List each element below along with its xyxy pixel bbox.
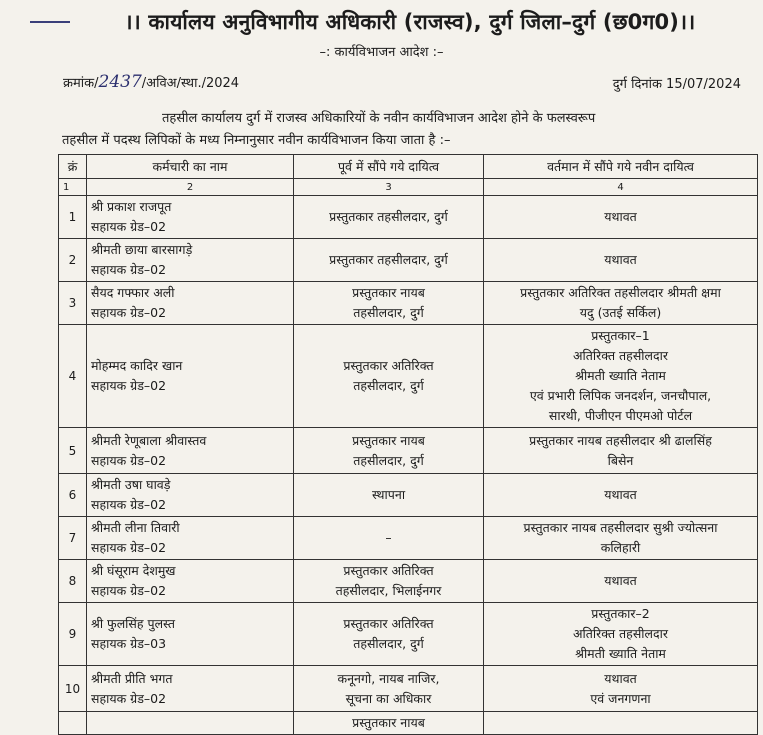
current-duty-cell bbox=[484, 282, 758, 325]
column-number: 4 bbox=[484, 179, 758, 196]
current-duty-line: प्रस्तुतकार–2 bbox=[591, 606, 650, 621]
employee-cell bbox=[87, 282, 294, 325]
current-duty-cell bbox=[484, 474, 758, 517]
serial-number: 6 bbox=[59, 474, 87, 517]
office-title: ।। कार्यालय अनुविभागीय अधिकारी (राजस्व), दुर्ग जिला–दुर्ग (छ0ग0)।। bbox=[124, 10, 696, 34]
current-duty-cell bbox=[484, 560, 758, 603]
column-number: 2 bbox=[87, 179, 294, 196]
employee-grade: सहायक ग्रेड–02 bbox=[91, 378, 167, 393]
column-number: 1 bbox=[59, 179, 87, 196]
current-duty-line: प्रस्तुतकार–1 bbox=[591, 328, 650, 343]
table-row bbox=[59, 712, 758, 735]
previous-duty-cell bbox=[294, 712, 484, 735]
employee-cell bbox=[87, 428, 294, 474]
column-number-row bbox=[59, 179, 758, 196]
employee-name: श्री घंसूराम देशमुख bbox=[91, 563, 176, 578]
previous-duty-line: – bbox=[385, 530, 392, 545]
current-duty-line: सारथी, पीजीएन पीएमओ पोर्टल bbox=[548, 408, 693, 423]
serial-number: 8 bbox=[59, 560, 87, 603]
current-duty-line: यदु (उतई सर्किल) bbox=[579, 305, 662, 320]
current-duty-line: बिसेन bbox=[607, 452, 634, 468]
current-duty-cell bbox=[484, 712, 758, 735]
employee-name: श्रीमती लीना तिवारी bbox=[91, 520, 180, 535]
employee-cell bbox=[87, 712, 294, 735]
previous-duty-line: प्रस्तुतकार तहसीलदार, दुर्ग bbox=[329, 252, 448, 267]
previous-duty-line: तहसीलदार, दुर्ग bbox=[353, 452, 424, 468]
table-row bbox=[59, 239, 758, 282]
employee-cell bbox=[87, 603, 294, 666]
previous-duty-cell bbox=[294, 239, 484, 282]
serial-number: 2 bbox=[59, 239, 87, 282]
header-current-duty: वर्तमान में सौंपे गये नवीन दायित्व bbox=[484, 155, 758, 179]
previous-duty-cell bbox=[294, 474, 484, 517]
table-header-row bbox=[59, 155, 758, 179]
current-duty-line: अतिरिक्त तहसीलदार bbox=[573, 626, 668, 641]
previous-duty-cell bbox=[294, 196, 484, 239]
employee-grade: सहायक ग्रेड–02 bbox=[91, 583, 167, 598]
serial-number: 9 bbox=[59, 603, 87, 666]
employee-name: श्रीमती छाया बारसागड़े bbox=[91, 242, 193, 257]
previous-duty-line: प्रस्तुतकार तहसीलदार, दुर्ग bbox=[329, 209, 448, 224]
previous-duty-line: प्रस्तुतकार अतिरिक्त bbox=[343, 616, 434, 631]
employee-cell bbox=[87, 517, 294, 560]
employee-name: सैयद गफ्फार अली bbox=[91, 285, 175, 300]
serial-number: 4 bbox=[59, 325, 87, 428]
table-row bbox=[59, 666, 758, 712]
current-duty-line: यथावत bbox=[604, 487, 637, 502]
current-duty-line: एवं जनगणना bbox=[590, 690, 651, 706]
current-duty-line: प्रस्तुतकार नायब तहसीलदार श्री ढालसिंह bbox=[529, 432, 712, 448]
previous-duty-cell bbox=[294, 282, 484, 325]
table-row bbox=[59, 517, 758, 560]
current-duty-line: यथावत bbox=[604, 670, 637, 686]
employee-grade: सहायक ग्रेड–02 bbox=[91, 452, 167, 468]
employee-cell bbox=[87, 239, 294, 282]
employee-cell bbox=[87, 196, 294, 239]
table-row bbox=[59, 474, 758, 517]
employee-grade: सहायक ग्रेड–02 bbox=[91, 305, 167, 320]
order-subtitle: –: कार्यविभाजन आदेश :– bbox=[319, 45, 444, 60]
current-duty-cell bbox=[484, 196, 758, 239]
table-row bbox=[59, 196, 758, 239]
employee-name: श्रीमती प्रीति भगत bbox=[91, 670, 173, 686]
serial-number: 3 bbox=[59, 282, 87, 325]
previous-duty-cell bbox=[294, 603, 484, 666]
employee-grade: सहायक ग्रेड–02 bbox=[91, 690, 167, 706]
employee-name: श्री फुलसिंह पुलस्त bbox=[91, 616, 176, 631]
previous-duty-line: तहसीलदार, दुर्ग bbox=[353, 636, 424, 651]
header-previous-duty: पूर्व में सौंपे गये दायित्व bbox=[294, 155, 484, 179]
employee-cell bbox=[87, 325, 294, 428]
current-duty-cell bbox=[484, 603, 758, 666]
employee-cell bbox=[87, 666, 294, 712]
current-duty-cell bbox=[484, 428, 758, 474]
serial-number: 1 bbox=[59, 196, 87, 239]
previous-duty-line: तहसीलदार, दुर्ग bbox=[353, 378, 424, 393]
employee-grade: सहायक ग्रेड–02 bbox=[91, 262, 167, 277]
current-duty-cell bbox=[484, 239, 758, 282]
ref-prefix: क्रमांक/ bbox=[63, 76, 99, 91]
intro-line-1: तहसील कार्यालय दुर्ग में राजस्व अधिकारियों के नवीन कार्यविभाजन आदेश होने के फलस्वरूप bbox=[162, 111, 596, 126]
employee-grade: सहायक ग्रेड–03 bbox=[91, 636, 167, 651]
previous-duty-line: प्रस्तुतकार अतिरिक्त bbox=[343, 358, 434, 373]
serial-number: 5 bbox=[59, 428, 87, 474]
table-row bbox=[59, 603, 758, 666]
current-duty-line: यथावत bbox=[604, 573, 637, 588]
current-duty-cell bbox=[484, 325, 758, 428]
current-duty-line: श्रीमती ख्याति नेताम bbox=[575, 368, 666, 383]
previous-duty-line: प्रस्तुतकार नायब bbox=[352, 285, 425, 300]
header-serial: क्रं bbox=[59, 155, 87, 179]
table-row bbox=[59, 428, 758, 474]
previous-duty-line: स्थापना bbox=[371, 487, 406, 502]
previous-duty-line: तहसीलदार, दुर्ग bbox=[353, 305, 424, 320]
previous-duty-cell bbox=[294, 560, 484, 603]
employee-name: श्रीमती उषा घावड़े bbox=[91, 477, 171, 492]
previous-duty-line: प्रस्तुतकार नायब bbox=[352, 715, 425, 730]
employee-grade: सहायक ग्रेड–02 bbox=[91, 540, 167, 555]
intro-line-2: तहसील में पदस्थ लिपिकों के मध्य निम्नानुसार नवीन कार्यविभाजन किया जाता है :– bbox=[62, 133, 451, 148]
employee-cell bbox=[87, 560, 294, 603]
column-number: 3 bbox=[294, 179, 484, 196]
employee-grade: सहायक ग्रेड–02 bbox=[91, 219, 167, 234]
employee-cell bbox=[87, 474, 294, 517]
previous-duty-line: तहसीलदार, भिलाईनगर bbox=[335, 583, 442, 598]
previous-duty-cell bbox=[294, 517, 484, 560]
previous-duty-line: सूचना का अधिकार bbox=[345, 690, 432, 706]
previous-duty-line: कनूनगो, नायब नाजिर, bbox=[337, 670, 440, 686]
ref-number-handwritten: 2437 bbox=[98, 72, 142, 92]
table-row bbox=[59, 560, 758, 603]
current-duty-line: यथावत bbox=[604, 209, 637, 224]
serial-number: 10 bbox=[59, 666, 87, 712]
order-date: दुर्ग दिनांक 15/07/2024 bbox=[612, 77, 741, 92]
employee-name: श्रीमती रेणूबाला श्रीवास्तव bbox=[91, 432, 207, 448]
current-duty-line: एवं प्रभारी लिपिक जनदर्शन, जनचौपाल, bbox=[529, 388, 712, 403]
serial-number bbox=[59, 712, 87, 735]
previous-duty-cell bbox=[294, 325, 484, 428]
previous-duty-cell bbox=[294, 428, 484, 474]
current-duty-line: प्रस्तुतकार अतिरिक्त तहसीलदार श्रीमती क्षमा bbox=[520, 285, 721, 300]
current-duty-line: प्रस्तुतकार नायब तहसीलदार सुश्री ज्योत्सना bbox=[523, 520, 718, 535]
table-row bbox=[59, 282, 758, 325]
employee-name: मोहम्मद कादिर खान bbox=[91, 358, 183, 373]
table-row bbox=[59, 325, 758, 428]
reference-number bbox=[63, 72, 239, 92]
current-duty-cell bbox=[484, 517, 758, 560]
current-duty-line: कलिहारी bbox=[600, 540, 641, 555]
current-duty-line: श्रीमती ख्याति नेताम bbox=[575, 646, 666, 661]
intro-paragraph bbox=[62, 108, 757, 152]
employee-name: श्री प्रकाश राजपूत bbox=[91, 199, 172, 214]
previous-duty-line: प्रस्तुतकार अतिरिक्त bbox=[343, 563, 434, 578]
previous-duty-cell bbox=[294, 666, 484, 712]
current-duty-line: यथावत bbox=[604, 252, 637, 267]
work-division-table bbox=[58, 154, 758, 735]
employee-grade: सहायक ग्रेड–02 bbox=[91, 497, 167, 512]
current-duty-cell bbox=[484, 666, 758, 712]
serial-number: 7 bbox=[59, 517, 87, 560]
previous-duty-line: प्रस्तुतकार नायब bbox=[352, 432, 425, 448]
table-body bbox=[59, 196, 758, 735]
header-employee-name: कर्मचारी का नाम bbox=[87, 155, 294, 179]
current-duty-line: अतिरिक्त तहसीलदार bbox=[573, 348, 668, 363]
ref-suffix: /अविअ/स्था./2024 bbox=[141, 76, 240, 91]
